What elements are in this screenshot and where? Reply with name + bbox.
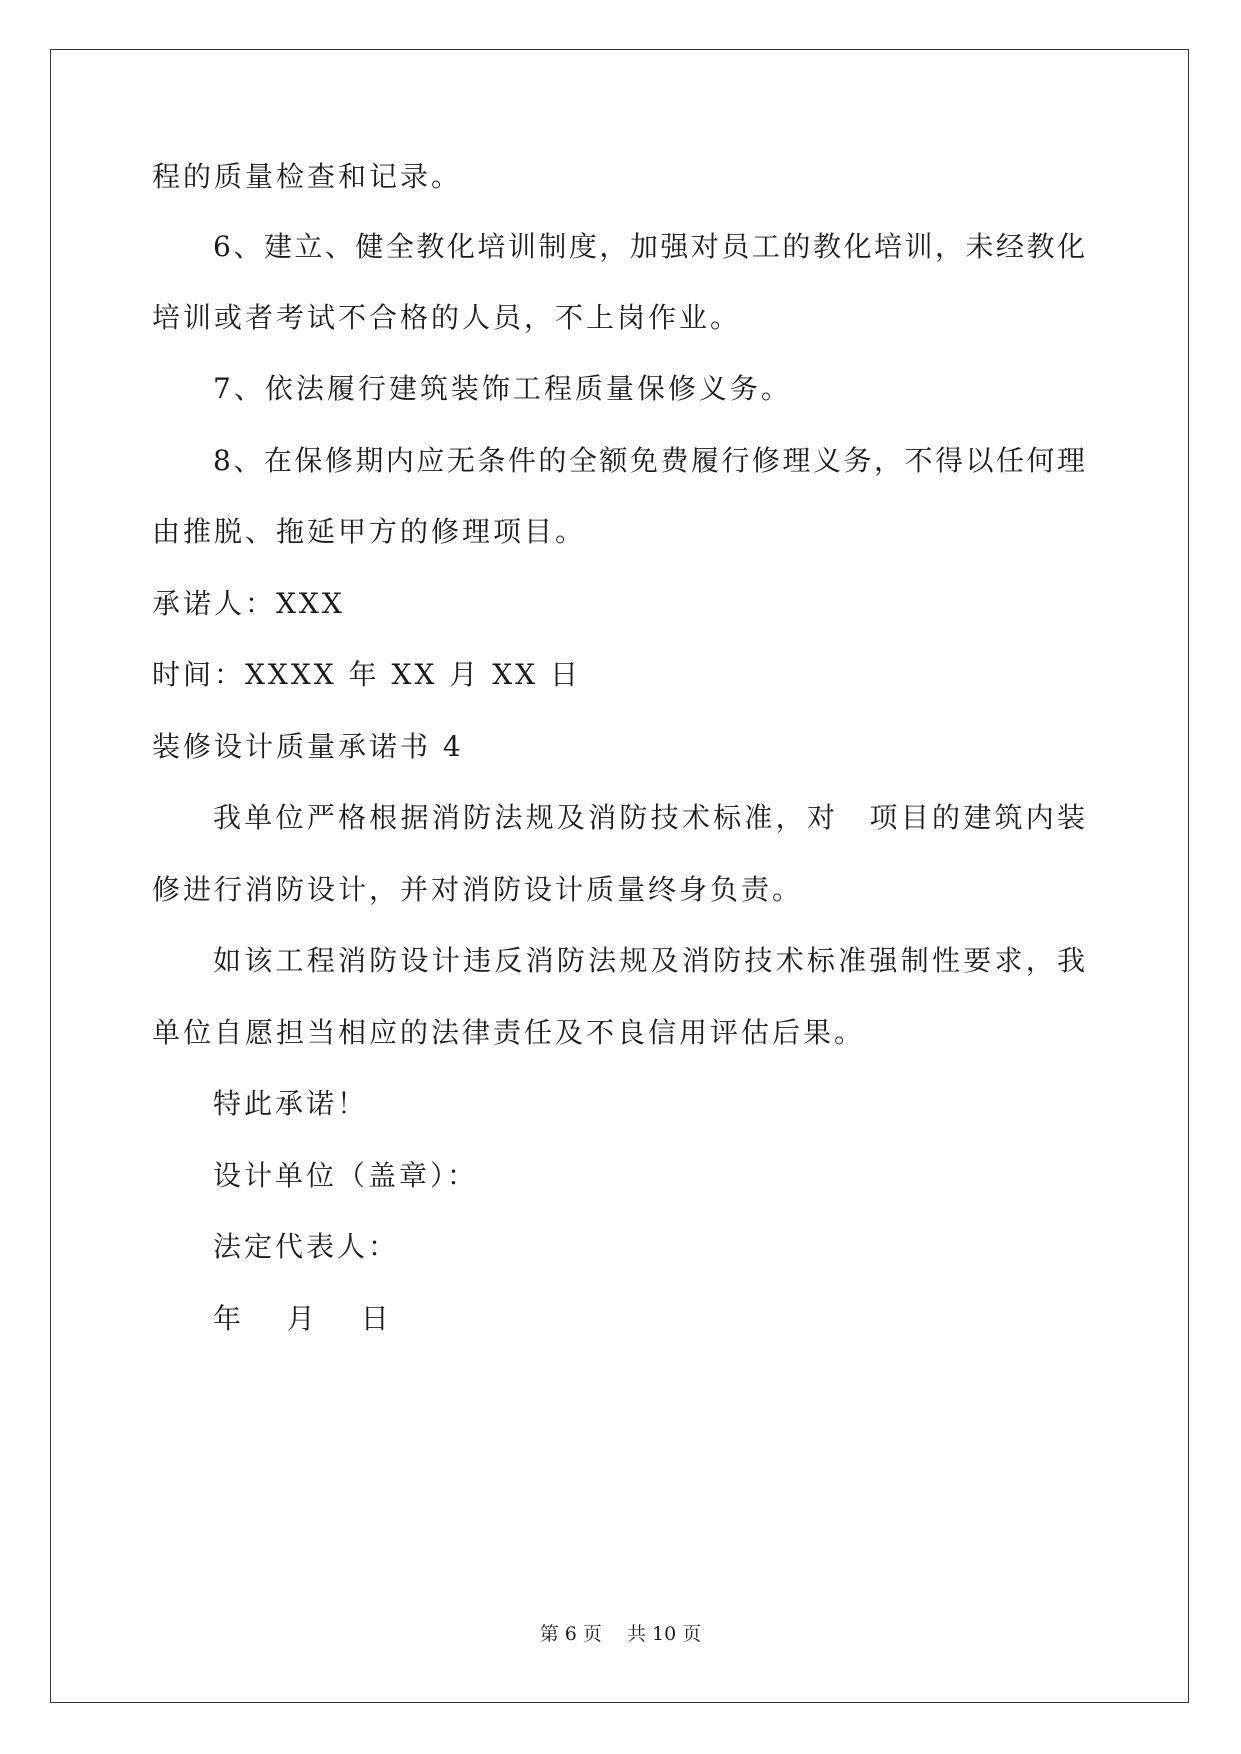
- body-line: 培训或者考试不合格的人员，不上岗作业。: [152, 301, 742, 334]
- date-blank-line: 年 月 日: [213, 1302, 392, 1335]
- body-line: 单位自愿担当相应的法律责任及不良信用评估后果。: [152, 1016, 866, 1049]
- section-title: 装修设计质量承诺书 4: [152, 730, 464, 763]
- body-line: 6、建立、健全教化培训制度，加强对员工的教化培训，未经教化: [213, 230, 1085, 263]
- representative-line: 法定代表人：: [213, 1230, 400, 1263]
- body-line: 7、依法履行建筑装饰工程质量保修义务。: [213, 372, 792, 405]
- body-line: 程的质量检查和记录。: [152, 160, 463, 193]
- body-line: 修进行消防设计，并对消防设计质量终身负责。: [152, 873, 804, 906]
- body-line: 8、在保修期内应无条件的全额免费履行修理义务，不得以任何理: [213, 444, 1085, 477]
- body-line: 如该工程消防设计违反消防法规及消防技术标准强制性要求，我: [213, 944, 1085, 977]
- closing-line: 特此承诺！: [213, 1087, 369, 1120]
- body-line: 我单位严格根据消防法规及消防技术标准，对 项目的建筑内装: [213, 801, 1085, 834]
- page-indicator: 第 6 页 共 10 页: [539, 1623, 702, 1645]
- body-line: 由推脱、拖延甲方的修理项目。: [152, 515, 587, 548]
- date-line: 时间：XXXX 年 XX 月 XX 日: [152, 658, 581, 691]
- seal-line: 设计单位（盖章）：: [213, 1159, 479, 1192]
- signatory-line: 承诺人：XXX: [152, 587, 345, 620]
